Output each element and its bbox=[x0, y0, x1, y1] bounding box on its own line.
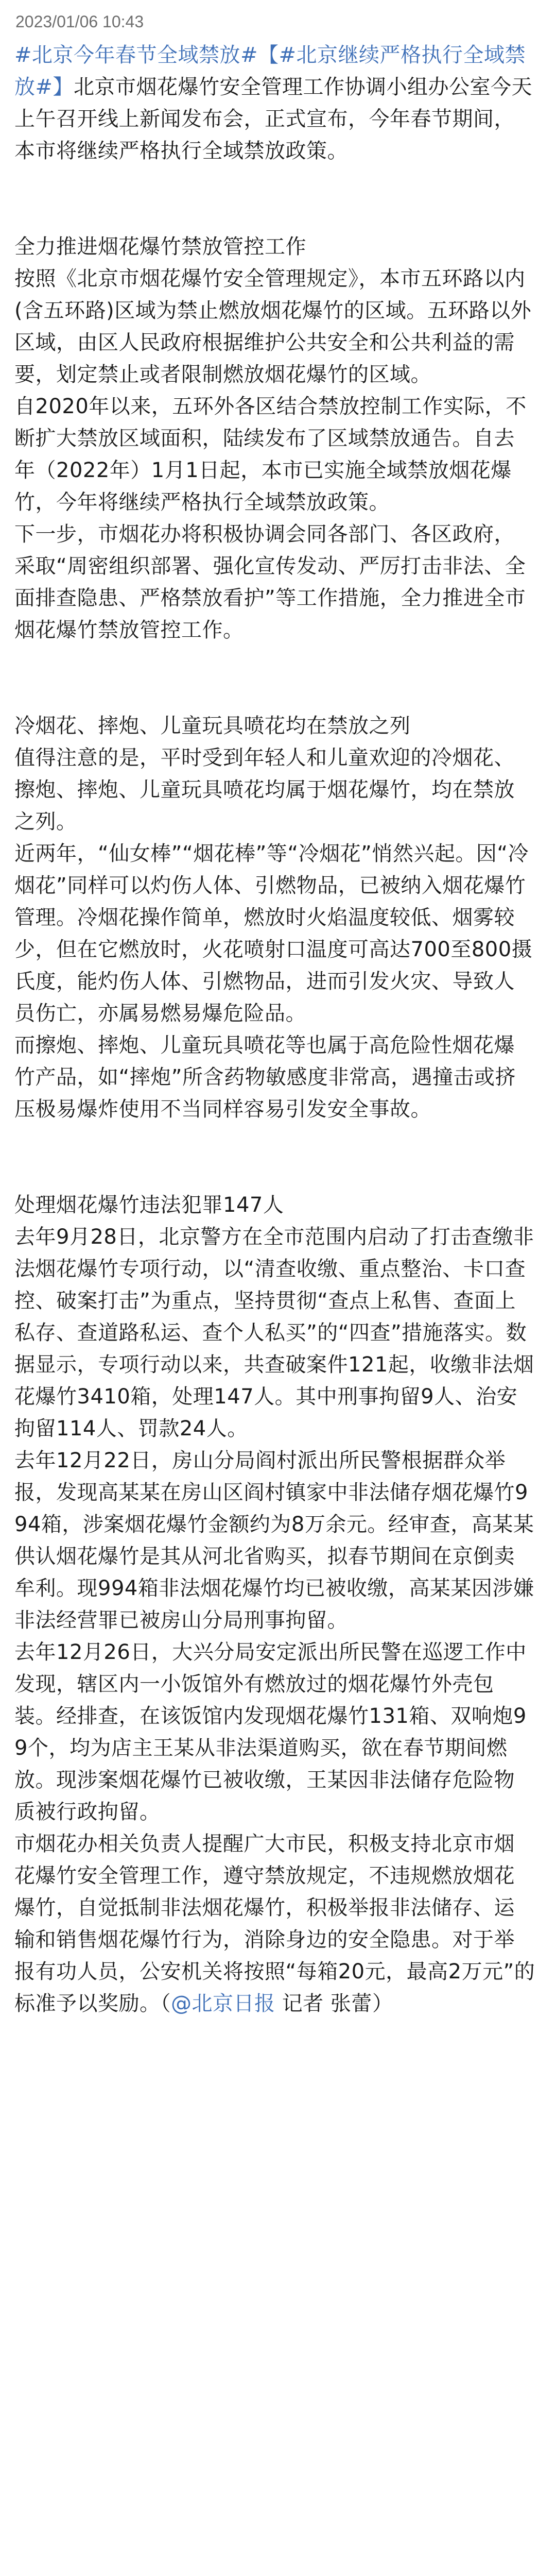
intro-text: 北京市烟花爆竹安全管理工作协调小组办公室今天上午召开线上新闻发布会，正式宣布，今年春节期间，本市将继续严格执行全域禁放政策。 bbox=[14, 75, 533, 163]
section3-paragraph-1: 去年9月28日，北京警方在全市范围内启动了打击查缴非法烟花爆竹专项行动，以“清查收缴、重点整治、卡口查控、破案打击”为重点，坚持贯彻“查点上私售、查面上私存、查道路私运、查个人私买”的“四查”措施落实。数据显示，专项行动以来，共查破案件121起，收缴非法烟花爆竹3410箱，处理147人。其中刑事拘留9人、治安拘留114人、罚款24人。 bbox=[14, 1225, 534, 1440]
section1-paragraph-2: 自2020年以来，五环外各区结合禁放控制工作实际，不断扩大禁放区域面积，陆续发布了区域禁放通告。自去年（2022年）1月1日起，本市已实施全域禁放烟花爆竹，今年将继续严格执行全域禁放政策。 bbox=[14, 395, 527, 514]
hashtag-beijing-spring-festival-ban[interactable]: #北京今年春节全域禁放# bbox=[14, 43, 258, 67]
section3-paragraph-2: 去年12月22日，房山分局阎村派出所民警根据群众举报，发现高某某在房山区阎村镇家中非法储存烟花爆竹994箱，涉案烟花爆竹金额约为8万余元。经审查，高某某供认烟花爆竹是其从河北省购买，拟春节期间在京倒卖牟利。现994箱非法烟花爆竹均已被收缴，高某某因涉嫌非法经营罪已被房山分局刑事拘留。 bbox=[14, 1449, 534, 1632]
post-body bbox=[14, 39, 535, 2020]
spacer bbox=[14, 199, 535, 231]
hashtag-beijing-strict-ban[interactable]: 【#北京继续严格执行全域禁放#】 bbox=[14, 43, 526, 99]
intro-paragraph bbox=[14, 39, 535, 167]
source-account-link[interactable]: @北京日报 bbox=[171, 1992, 275, 2015]
section3-paragraph-4: 市烟花办相关负责人提醒广大市民，积极支持北京市烟花爆竹安全管理工作，遵守禁放规定，不违规燃放烟花爆竹，自觉抵制非法烟花爆竹，积极举报非法储存、运输和销售烟花爆竹行为，消除身边的安全隐患。对于举报有功人员，公安机关将按照“每箱20元，最高2万元”的标准予以奖励。（@北京日报 记者 张蕾） bbox=[14, 1832, 535, 2015]
section2-paragraph-2: 近两年，“仙女棒”“烟花棒”等“冷烟花”悄然兴起。因“冷烟花”同样可以灼伤人体、引燃物品，已被纳入烟花爆竹管理。冷烟花操作简单，燃放时火焰温度较低、烟雾较少，但在它燃放时，火花喷射口温度可高达700至800摄氏度，能灼伤人体、引燃物品，进而引发火灾、导致人员伤亡，亦属易燃易爆危险品。 bbox=[14, 842, 533, 1025]
section2-paragraph-1: 值得注意的是，平时受到年轻人和儿童欢迎的冷烟花、擦炮、摔炮、儿童玩具喷花均属于烟花爆竹，均在禁放之列。 bbox=[14, 746, 515, 834]
post-timestamp: 2023/01/06 10:43 bbox=[15, 12, 144, 31]
spacer bbox=[14, 1157, 535, 1189]
spacer bbox=[14, 678, 535, 710]
spacer bbox=[14, 646, 535, 678]
section3-heading: 处理烟花爆竹违法犯罪147人 bbox=[14, 1193, 284, 1217]
reporter-credit: 记者 张蕾 bbox=[282, 1992, 372, 2015]
section1-paragraph-3: 下一步，市烟花办将积极协调会同各部门、各区政府，采取“周密组织部署、强化宣传发动、严厉打击非法、全面排查隐患、严格禁放看护”等工作措施，全力推进全市烟花爆竹禁放管控工作。 bbox=[14, 522, 526, 642]
section3-paragraph-3: 去年12月26日，大兴分局安定派出所民警在巡逻工作中发现，辖区内一小饭馆外有燃放过的烟花爆竹外壳包装。经排查，在该饭馆内发现烟花爆竹131箱、双响炮99个，均为店主王某从非法渠道购买，欲在春节期间燃放。现涉案烟花爆竹已被收缴，王某因非法储存危险物质被行政拘留。 bbox=[14, 1640, 527, 1824]
spacer bbox=[14, 1125, 535, 1157]
section1-heading: 全力推进烟花爆竹禁放管控工作 bbox=[14, 235, 306, 259]
section1-paragraph-1: 按照《北京市烟花爆竹安全管理规定》，本市五环路以内(含五环路)区域为禁止燃放烟花爆竹的区域。五环路以外区域，由区人民政府根据维护公共安全和公共利益的需要，划定禁止或者限制燃放烟花爆竹的区域。 bbox=[14, 267, 532, 386]
section2-heading: 冷烟花、摔炮、儿童玩具喷花均在禁放之列 bbox=[14, 714, 411, 738]
section2-paragraph-3: 而擦炮、摔炮、儿童玩具喷花等也属于高危险性烟花爆竹产品，如“摔炮”所含药物敏感度非常高，遇撞击或挤压极易爆炸使用不当同样容易引发安全事故。 bbox=[14, 1033, 516, 1121]
spacer bbox=[14, 167, 535, 199]
closing-text: 市烟花办相关负责人提醒广大市民，积极支持北京市烟花爆竹安全管理工作，遵守禁放规定，不违规燃放烟花爆竹，自觉抵制非法烟花爆竹，积极举报非法储存、运输和销售烟花爆竹行为，消除身边的安全隐患。对于举报有功人员，公安机关将按照“每箱20元，最高2万元”的标准予以奖励。 bbox=[14, 1832, 535, 2015]
